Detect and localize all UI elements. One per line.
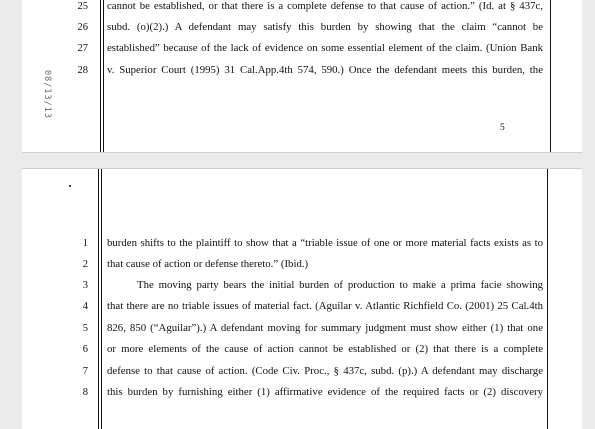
pleading-line	[22, 361, 582, 382]
pleading-line	[22, 318, 582, 339]
line-text: or more elements of the cause of action cannot be established or (2) that there is a complete	[107, 343, 543, 355]
pleading-line	[22, 60, 582, 81]
side-date-stamp: 08/13/13	[42, 70, 52, 119]
line-number: 8	[82, 387, 88, 398]
pleading-line	[22, 0, 582, 17]
line-number: 27	[77, 43, 88, 54]
scan-speck	[69, 185, 71, 187]
line-number: 28	[77, 65, 88, 76]
line-text: that cause of action or defense thereto.” (Ibid.)	[107, 258, 309, 270]
line-number: 7	[82, 366, 88, 377]
line-number: 1	[82, 238, 88, 249]
pleading-line	[22, 382, 582, 403]
line-number: 6	[82, 344, 88, 355]
line-text: subd. (o)(2).) A defendant may satisfy this burden by showing that the claim “cannot be	[107, 21, 543, 33]
line-text: cannot be established, or that there is a complete defense to that cause of action.” (Id. at § 437c,	[107, 0, 543, 12]
pleading-line	[22, 296, 582, 317]
line-text: The moving party bears the initial burden of production to make a prima facie showing	[137, 279, 543, 291]
pleading-line	[22, 339, 582, 360]
line-number: 25	[77, 1, 88, 12]
line-text: 826, 850 (“Aguilar”).) A defendant moving for summary judgment must show either (1) that one	[107, 322, 543, 334]
line-text: established” because of the lack of evidence on some essential element of the claim. (Union Bank	[107, 42, 543, 54]
document-page-bottom	[22, 168, 582, 429]
line-text: burden shifts to the plaintiff to show that a “triable issue of one or more material facts exists as to	[107, 237, 543, 249]
line-number: 4	[82, 301, 88, 312]
line-text: this burden by furnishing either (1) affirmative evidence of the required facts or (2) discovery	[107, 386, 543, 398]
pleading-line	[22, 254, 582, 275]
line-text: that there are no triable issues of material fact. (Aguilar v. Atlantic Richfield Co. (2001) 25 Cal.4th	[107, 300, 543, 312]
pleading-line	[22, 17, 582, 38]
line-number: 2	[82, 259, 88, 270]
line-text: v. Superior Court (1995) 31 Cal.App.4th 574, 590.) Once the defendant meets this burden, the	[107, 64, 543, 76]
line-number: 26	[77, 22, 88, 33]
line-number: 3	[82, 280, 88, 291]
pleading-line	[22, 275, 582, 296]
line-number: 5	[82, 323, 88, 334]
page-number: 5	[500, 123, 505, 133]
pleading-line	[22, 233, 582, 254]
line-text: defense to that cause of action. (Code Civ. Proc., § 437c, subd. (p).) A defendant may discharge	[107, 365, 543, 377]
pleading-line	[22, 38, 582, 59]
document-page-top	[22, 0, 582, 153]
